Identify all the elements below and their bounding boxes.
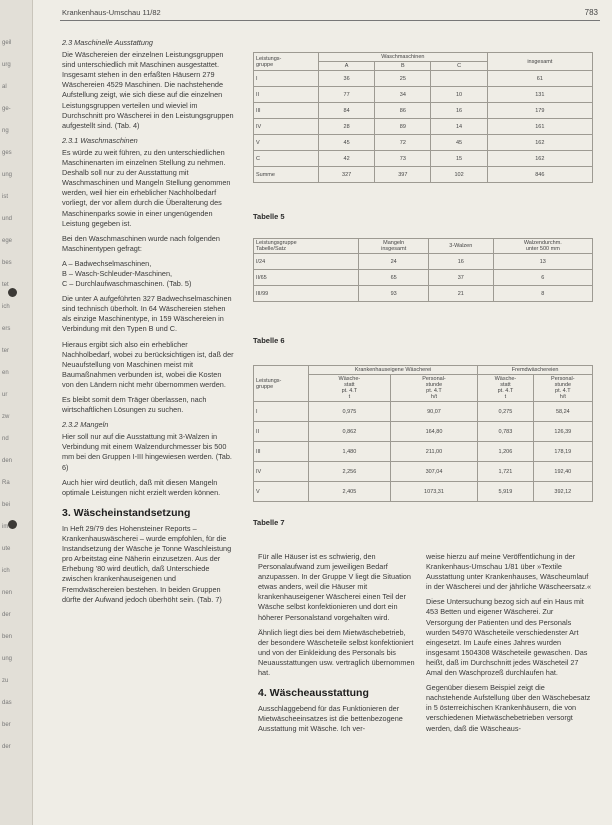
table-cell: 0,275 bbox=[478, 402, 533, 422]
table-cell: 90,07 bbox=[390, 402, 477, 422]
table-cell: 307,04 bbox=[390, 462, 477, 482]
table-row bbox=[254, 135, 593, 151]
punch-hole bbox=[8, 520, 17, 529]
gutter-fragment: im bbox=[2, 524, 9, 530]
gutter-fragment: Ra bbox=[2, 480, 10, 486]
table-header: C bbox=[431, 62, 487, 71]
table-cell: III bbox=[254, 442, 309, 462]
table-7 bbox=[253, 365, 593, 502]
table-cell: 89 bbox=[375, 119, 431, 135]
chapter-heading: 3. Wäscheinstandsetzung bbox=[62, 506, 191, 519]
gutter-fragment: ege bbox=[2, 238, 13, 244]
table-header: 3-Walzen bbox=[428, 239, 493, 254]
table-cell: 73 bbox=[375, 151, 431, 167]
table-header: B bbox=[375, 62, 431, 71]
table-cell: 77 bbox=[319, 87, 375, 103]
paragraph: weise hierzu auf meine Veröffentlichung in der Krankenhaus-Umschau 1/81 über »Textile Ausstattung unter Krankenhauses, Wäscheumlauf in der Wäscherei und der jährliche Wäscheersatz.« bbox=[426, 552, 592, 592]
gutter-fragment: den bbox=[2, 458, 13, 464]
paragraph: Die Wäschereien der einzelnen Leistungsgruppen sind unterschiedlich mit Maschinen ausgestattet. Insgesamt stehen in den erfaßten Häusern 279 Wäschereien 4529 Maschinen. Die nachstehende Aufstellung zeigt, wie sich diese auf die einzelnen Leistungsgruppen verteilen und wieviel im Durchschnitt pro Wäscherei in den Leistungsgruppen aufgestellt sind. (Tab. 4) bbox=[62, 50, 234, 130]
table-cell: 0,975 bbox=[309, 402, 391, 422]
gutter-fragment: der bbox=[2, 744, 11, 750]
table-caption: Tabelle 6 bbox=[253, 336, 285, 345]
table-cell: 192,40 bbox=[533, 462, 592, 482]
table-row bbox=[254, 167, 593, 183]
table-row bbox=[254, 254, 593, 270]
table-cell: 162 bbox=[487, 151, 592, 167]
table-cell: 21 bbox=[428, 286, 493, 302]
paragraph: Ausschlaggebend für das Funktionieren der Mietwäscheeinsatzes ist die bettenbezogene Ausstattung mit Wäsche. Ich ver- bbox=[258, 704, 403, 734]
journal-title: Krankenhaus-Umschau 11/82 bbox=[62, 8, 161, 17]
table-header: A bbox=[319, 62, 375, 71]
gutter-fragment: ge- bbox=[2, 106, 11, 112]
paragraph: Es bleibt somit dem Träger überlassen, nach wirtschaftlichen Lösungen zu suchen. bbox=[62, 395, 207, 415]
running-header bbox=[62, 8, 598, 20]
table-cell bbox=[431, 71, 487, 87]
table-cell: 45 bbox=[319, 135, 375, 151]
table-cell: 34 bbox=[375, 87, 431, 103]
table-cell: 1,480 bbox=[309, 442, 391, 462]
table-cell: I bbox=[254, 71, 319, 87]
gutter-fragment: und bbox=[2, 216, 13, 222]
binding-gutter bbox=[0, 0, 33, 825]
table-row bbox=[254, 71, 593, 87]
table-cell: 25 bbox=[375, 71, 431, 87]
table-header: Wäsche- statt pt. 4.T t bbox=[478, 375, 533, 402]
gutter-fragment: ute bbox=[2, 546, 11, 552]
column-right bbox=[426, 552, 592, 739]
table-cell: 164,80 bbox=[390, 422, 477, 442]
table-cell: 45 bbox=[431, 135, 487, 151]
table-cell: 846 bbox=[487, 167, 592, 183]
table-cell: 327 bbox=[319, 167, 375, 183]
table-cell: 392,12 bbox=[533, 482, 592, 502]
table-cell: II bbox=[254, 422, 309, 442]
column-middle bbox=[258, 552, 416, 740]
gutter-fragment: ter bbox=[2, 348, 10, 354]
table-header: Mangeln insgesamt bbox=[359, 239, 428, 254]
table-cell: 179 bbox=[487, 103, 592, 119]
machine-type-list bbox=[62, 259, 234, 289]
punch-hole bbox=[8, 288, 17, 297]
gutter-fragment: ist bbox=[2, 194, 8, 200]
table-row bbox=[254, 286, 593, 302]
table-row bbox=[254, 402, 593, 422]
gutter-fragment: ung bbox=[2, 656, 13, 662]
table-cell: 42 bbox=[319, 151, 375, 167]
paragraph: Auch hier wird deutlich, daß mit diesen Mangeln optimale Leistungen nicht erzielt werden können. bbox=[62, 477, 221, 497]
table-row bbox=[254, 482, 593, 502]
table-cell: 15 bbox=[431, 151, 487, 167]
paragraph: Die unter A aufgeführten 327 Badwechselmaschinen sind technisch überholt. In 64 Wäschereien stehen als einzige Maschinentype, in 159 Wäschereien in Verbindung mit den Typen B und C. bbox=[62, 294, 232, 334]
table-header: Leistungs- gruppe bbox=[254, 366, 309, 402]
table-cell: 178,19 bbox=[533, 442, 592, 462]
gutter-fragment: ich bbox=[2, 568, 10, 574]
paragraph: Hieraus ergibt sich also ein erheblicher Nachholbedarf, wobei zu berücksichtigen ist, daß der Neuaufstellung von Maschinen meist mit Baumaßnahmen verbunden ist, wobei die Kosten von den Ländern nicht mehr übernommen werden. bbox=[62, 339, 234, 389]
table-cell: 28 bbox=[319, 119, 375, 135]
column-left bbox=[62, 34, 234, 610]
gutter-fragment: der bbox=[2, 612, 11, 618]
table-cell: 16 bbox=[428, 254, 493, 270]
section-heading: 2.3 Maschinelle Ausstattung bbox=[62, 38, 153, 47]
page-number: 783 bbox=[584, 8, 598, 17]
gutter-fragment: en bbox=[2, 370, 9, 376]
table-cell: 86 bbox=[375, 103, 431, 119]
gutter-fragment: bei bbox=[2, 502, 11, 508]
table-cell: 102 bbox=[431, 167, 487, 183]
paragraph: Diese Untersuchung bezog sich auf ein Haus mit 453 Betten und eigener Wäscherei. Zur Versorgung der Patienten und des Personals wurden 54970 Wäscheteile verschiedenster Art eingesetzt. Im Laufe eines Jahres wurden insgesamt 1504308 Wäscheteile gewaschen. Das heißt, daß im Durchschnitt jedes Wäscheteil 27 Amal den Waschprozeß durchlaufen hat. bbox=[426, 597, 588, 678]
table-row bbox=[254, 151, 593, 167]
paragraph: Gegenüber diesem Beispiel zeigt die nachstehende Aufstellung über den Wäschebesatz in 5 österreichischen Krankenhäusern, die von verschiedenen Mietwäschebetrieben versorgt werden, daß die Wäscheaus- bbox=[426, 683, 591, 733]
gutter-fragment: zu bbox=[2, 678, 9, 684]
table-header: Wäsche- statt pt. 4.T t bbox=[309, 375, 391, 402]
table-cell: 131 bbox=[487, 87, 592, 103]
paragraph: Ähnlich liegt dies bei dem Mietwäschebetrieb, der besondere Wäscheteile selbst konfektioniert und von der Einkleidung des Personals bis Neuausstattungen usw. vertraglich übernommen hat. bbox=[258, 627, 415, 678]
section-heading: 2.3.2 Mangeln bbox=[62, 420, 109, 430]
gutter-fragment: ers bbox=[2, 326, 11, 332]
table-row bbox=[254, 462, 593, 482]
table-cell: I/24 bbox=[254, 254, 359, 270]
table-header: Leistungsgruppe Tabelle/Satz bbox=[254, 239, 359, 254]
paragraph: Bei den Waschmaschinen wurde nach folgenden Maschinentypen gefragt: bbox=[62, 233, 220, 253]
gutter-fragment: das bbox=[2, 700, 12, 706]
table-cell: 65 bbox=[359, 270, 428, 286]
table-header: Krankenhauseigene Wäscherei bbox=[309, 366, 478, 375]
list-item: B – Wasch-Schleuder-Maschinen, bbox=[62, 268, 173, 278]
table-cell: 211,00 bbox=[390, 442, 477, 462]
table-cell: 58,24 bbox=[533, 402, 592, 422]
table-cell: 1073,31 bbox=[390, 482, 477, 502]
table-header: Walzendurchm. unter 500 mm bbox=[493, 239, 592, 254]
table-cell: 0,862 bbox=[309, 422, 391, 442]
table-caption: Tabelle 7 bbox=[253, 518, 285, 527]
table-cell: 10 bbox=[431, 87, 487, 103]
table-cell: 1,206 bbox=[478, 442, 533, 462]
gutter-fragment: ben bbox=[2, 634, 13, 640]
table-cell: 72 bbox=[375, 135, 431, 151]
gutter-fragment: ges bbox=[2, 150, 12, 156]
gutter-fragment: tet bbox=[2, 282, 9, 288]
gutter-fragment: bes bbox=[2, 260, 12, 266]
table-cell: 2,256 bbox=[309, 462, 391, 482]
gutter-fragment: ung bbox=[2, 172, 13, 178]
table-cell: V bbox=[254, 135, 319, 151]
table-cell: 6 bbox=[493, 270, 592, 286]
table-row bbox=[254, 103, 593, 119]
table-cell: 93 bbox=[359, 286, 428, 302]
table-cell: 13 bbox=[493, 254, 592, 270]
table-header: Fremdwäschereien bbox=[478, 366, 593, 375]
table-cell: Summe bbox=[254, 167, 319, 183]
table-cell: I bbox=[254, 402, 309, 422]
table-row bbox=[254, 422, 593, 442]
table-row bbox=[254, 87, 593, 103]
table-cell: 14 bbox=[431, 119, 487, 135]
header-rule bbox=[60, 20, 600, 21]
table-header: Personal- stunde pt. 4.T h/t bbox=[533, 375, 592, 402]
table-header: Leistungs- gruppe bbox=[254, 53, 319, 71]
table-5 bbox=[253, 52, 593, 183]
table-cell: 84 bbox=[319, 103, 375, 119]
list-item: A – Badwechselmaschinen, bbox=[62, 258, 152, 268]
table-cell: III/99 bbox=[254, 286, 359, 302]
table-cell: III bbox=[254, 103, 319, 119]
table-cell: 8 bbox=[493, 286, 592, 302]
table-cell: 37 bbox=[428, 270, 493, 286]
table-cell: 16 bbox=[431, 103, 487, 119]
table-cell: 5,919 bbox=[478, 482, 533, 502]
table-cell: 61 bbox=[487, 71, 592, 87]
paragraph: In Heft 29/79 des Hohensteiner Reports – Krankenhauswäscherei – wurde empfohlen, für die Instandsetzung der Wäsche je Tonne Waschleistung pro Arbeitstag eine Näherin einzusetzen. Aus der Erhebung '80 wird deutlich, daß Unterschiede zwischen krankenhauseigenen und Fremdwäschereien bestehen. In beiden Gruppen dürfte der Aufwand jedoch überhöht sein. (Tab. 7) bbox=[62, 523, 232, 604]
gutter-fragment: ich bbox=[2, 304, 10, 310]
table-cell: 0,783 bbox=[478, 422, 533, 442]
paragraph: Für alle Häuser ist es schwierig, den Personalaufwand zum jeweiligen Bedarf anzupassen. In der Gruppe V liegt die Situation etwas anders, weil die Häuser mit krankenhauseigener Wäscherei einen Teil der Wäsche selbst konfektionieren und dort ein höherer Personalstand vorgehalten wird. bbox=[258, 552, 411, 622]
table-header: Waschmaschinen bbox=[319, 53, 488, 62]
table-cell: IV bbox=[254, 119, 319, 135]
table-row bbox=[254, 119, 593, 135]
chapter-heading: 4. Wäscheausstattung bbox=[258, 687, 369, 700]
table-cell: C bbox=[254, 151, 319, 167]
list-item: C – Durchlaufwaschmaschinen. (Tab. 5) bbox=[62, 279, 192, 289]
table-cell: 24 bbox=[359, 254, 428, 270]
table-cell: 1,721 bbox=[478, 462, 533, 482]
table-6 bbox=[253, 238, 593, 302]
table-cell: II bbox=[254, 87, 319, 103]
table-cell: 161 bbox=[487, 119, 592, 135]
table-header: Personal- stunde pt. 4.T h/t bbox=[390, 375, 477, 402]
table-row bbox=[254, 442, 593, 462]
section-heading: 2.3.1 Waschmaschinen bbox=[62, 135, 138, 145]
table-row bbox=[254, 270, 593, 286]
gutter-fragment: zw bbox=[2, 414, 10, 420]
table-cell: V bbox=[254, 482, 309, 502]
gutter-fragment: ber bbox=[2, 722, 11, 728]
gutter-fragment: nd bbox=[2, 436, 9, 442]
gutter-fragment: geil bbox=[2, 40, 12, 46]
table-cell: 2,405 bbox=[309, 482, 391, 502]
gutter-fragment: ng bbox=[2, 128, 9, 134]
table-cell: 36 bbox=[319, 71, 375, 87]
table-header: insgesamt bbox=[487, 53, 592, 71]
gutter-fragment: nen bbox=[2, 590, 13, 596]
gutter-fragment: ur bbox=[2, 392, 8, 398]
table-caption: Tabelle 5 bbox=[253, 212, 285, 221]
table-cell: 126,39 bbox=[533, 422, 592, 442]
table-cell: 162 bbox=[487, 135, 592, 151]
table-cell: II/65 bbox=[254, 270, 359, 286]
paragraph: Hier soll nur auf die Ausstattung mit 3-Walzen in Verbindung mit einem Walzendurchmesser bis 500 mm bei den Gruppen I-III hingewiesen werden. (Tab. 6) bbox=[62, 432, 232, 472]
table-cell: IV bbox=[254, 462, 309, 482]
gutter-fragment: urg bbox=[2, 62, 11, 68]
paragraph: Es würde zu weit führen, zu den unterschiedlichen Maschinenarten im einzelnen Stellung zu nehmen. Deshalb soll nur zu der Ausstattung mit Waschmaschinen und Mangeln Stellung genommen werden, weil hier ein erheblicher Nachholbedarf vorliegt, der vor allem durch die Überalterung des Maschinenparks sowie in einer ungenügenden Leistung gegeben ist. bbox=[62, 147, 231, 228]
gutter-fragment: al bbox=[2, 84, 7, 90]
table-cell: 397 bbox=[375, 167, 431, 183]
